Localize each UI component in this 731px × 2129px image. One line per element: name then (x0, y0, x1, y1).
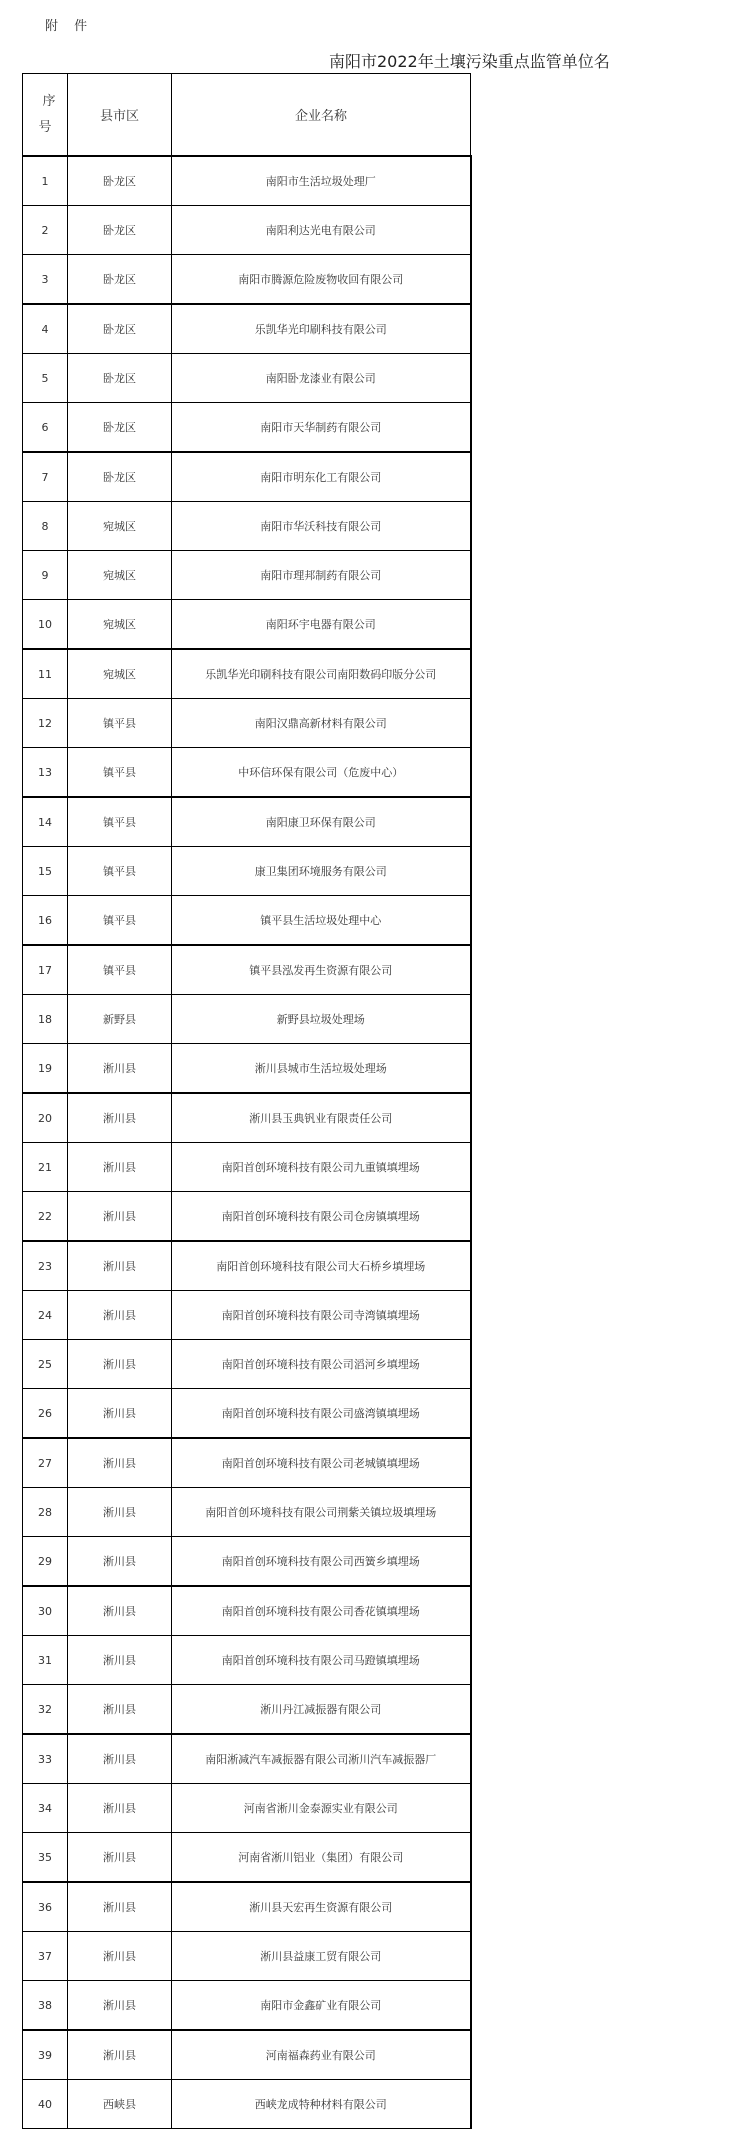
row-county: 镇平县 (68, 699, 172, 748)
table-row (23, 452, 471, 502)
row-county: 淅川县 (68, 1488, 172, 1537)
row-county: 淅川县 (68, 1143, 172, 1192)
table-row (23, 1636, 471, 1685)
row-county: 卧龙区 (68, 403, 172, 453)
table-row (23, 304, 471, 354)
row-number: 33 (23, 1734, 68, 1784)
row-company: 镇平县泓发再生资源有限公司 (172, 945, 471, 995)
table-row (23, 1981, 471, 2031)
table-row (23, 797, 471, 847)
row-number: 14 (23, 797, 68, 847)
table-row (23, 896, 471, 946)
row-number: 39 (23, 2030, 68, 2080)
table-header-row (23, 74, 471, 157)
attachment-label: 附 件 (45, 19, 94, 34)
row-company: 淅川县天宏再生资源有限公司 (172, 1882, 471, 1932)
row-county: 镇平县 (68, 896, 172, 946)
row-county: 西峡县 (68, 2080, 172, 2129)
row-county: 宛城区 (68, 649, 172, 699)
table-row (23, 847, 471, 896)
row-company: 河南省淅川铝业（集团）有限公司 (172, 1833, 471, 1883)
table-row (23, 1044, 471, 1094)
row-company: 淅川县城市生活垃圾处理场 (172, 1044, 471, 1094)
row-number: 38 (23, 1981, 68, 2031)
row-company: 南阳首创环境科技有限公司荆紫关镇垃圾填埋场 (172, 1488, 471, 1537)
row-company: 南阳市华沃科技有限公司 (172, 502, 471, 551)
table-row (23, 699, 471, 748)
row-number: 22 (23, 1192, 68, 1242)
table-row (23, 1833, 471, 1883)
table-row (23, 649, 471, 699)
row-county: 卧龙区 (68, 156, 172, 206)
row-company: 南阳市腾源危险废物收回有限公司 (172, 255, 471, 305)
row-company: 南阳卧龙漆业有限公司 (172, 354, 471, 403)
row-number: 35 (23, 1833, 68, 1883)
row-company: 河南福森药业有限公司 (172, 2030, 471, 2080)
table-row (23, 1784, 471, 1833)
enterprise-table (22, 73, 472, 2129)
row-county: 淅川县 (68, 1389, 172, 1439)
row-company: 南阳首创环境科技有限公司老城镇填埋场 (172, 1438, 471, 1488)
row-number: 2 (23, 206, 68, 255)
table-row (23, 1192, 471, 1242)
row-number: 7 (23, 452, 68, 502)
header-seq-bottom: 号 (38, 119, 52, 135)
row-county: 镇平县 (68, 847, 172, 896)
table-row (23, 206, 471, 255)
row-county: 淅川县 (68, 1291, 172, 1340)
row-company: 淅川县玉典钒业有限责任公司 (172, 1093, 471, 1143)
table-row (23, 995, 471, 1044)
row-county: 淅川县 (68, 1093, 172, 1143)
row-number: 24 (23, 1291, 68, 1340)
row-company: 南阳康卫环保有限公司 (172, 797, 471, 847)
row-county: 新野县 (68, 995, 172, 1044)
row-number: 31 (23, 1636, 68, 1685)
row-number: 25 (23, 1340, 68, 1389)
row-number: 18 (23, 995, 68, 1044)
row-number: 32 (23, 1685, 68, 1735)
row-number: 36 (23, 1882, 68, 1932)
row-company: 南阳首创环境科技有限公司大石桥乡填埋场 (172, 1241, 471, 1291)
row-company: 河南省淅川金泰源实业有限公司 (172, 1784, 471, 1833)
header-seq-top: 序 (42, 93, 56, 109)
row-number: 34 (23, 1784, 68, 1833)
row-county: 镇平县 (68, 748, 172, 798)
table-row (23, 403, 471, 453)
table-row (23, 1143, 471, 1192)
table-row (23, 1932, 471, 1981)
row-number: 40 (23, 2080, 68, 2129)
table-row (23, 502, 471, 551)
table-row (23, 551, 471, 600)
row-number: 13 (23, 748, 68, 798)
row-county: 淅川县 (68, 1586, 172, 1636)
row-company: 南阳淅减汽车减振器有限公司淅川汽车减振器厂 (172, 1734, 471, 1784)
row-number: 16 (23, 896, 68, 946)
document-title: 南阳市2022年土壤污染重点监管单位名 (329, 52, 610, 71)
row-county: 宛城区 (68, 551, 172, 600)
row-county: 宛城区 (68, 600, 172, 650)
row-number: 15 (23, 847, 68, 896)
row-county: 淅川县 (68, 1882, 172, 1932)
table-row (23, 1438, 471, 1488)
row-number: 26 (23, 1389, 68, 1439)
row-county: 淅川县 (68, 1537, 172, 1587)
row-company: 南阳首创环境科技有限公司寺湾镇填埋场 (172, 1291, 471, 1340)
table-row (23, 255, 471, 305)
table-row (23, 1340, 471, 1389)
row-number: 27 (23, 1438, 68, 1488)
row-number: 3 (23, 255, 68, 305)
table-row (23, 1586, 471, 1636)
row-company: 淅川丹江减振器有限公司 (172, 1685, 471, 1735)
row-number: 21 (23, 1143, 68, 1192)
table-row (23, 748, 471, 798)
row-county: 卧龙区 (68, 206, 172, 255)
row-county: 淅川县 (68, 1636, 172, 1685)
row-company: 南阳首创环境科技有限公司滔河乡填埋场 (172, 1340, 471, 1389)
row-county: 淅川县 (68, 1438, 172, 1488)
row-county: 卧龙区 (68, 354, 172, 403)
row-county: 淅川县 (68, 1685, 172, 1735)
row-company: 南阳首创环境科技有限公司西簧乡填埋场 (172, 1537, 471, 1587)
header-seq (23, 74, 68, 157)
row-number: 37 (23, 1932, 68, 1981)
row-company: 南阳首创环境科技有限公司盛湾镇填埋场 (172, 1389, 471, 1439)
row-company: 南阳环宇电器有限公司 (172, 600, 471, 650)
row-number: 11 (23, 649, 68, 699)
table-row (23, 1488, 471, 1537)
row-company: 南阳利达光电有限公司 (172, 206, 471, 255)
row-county: 淅川县 (68, 1784, 172, 1833)
row-company: 南阳市金鑫矿业有限公司 (172, 1981, 471, 2031)
table-row (23, 1734, 471, 1784)
row-number: 17 (23, 945, 68, 995)
table-row (23, 1389, 471, 1439)
row-number: 1 (23, 156, 68, 206)
row-company: 南阳首创环境科技有限公司仓房镇填埋场 (172, 1192, 471, 1242)
row-number: 19 (23, 1044, 68, 1094)
row-county: 淅川县 (68, 2030, 172, 2080)
row-county: 卧龙区 (68, 304, 172, 354)
row-county: 镇平县 (68, 945, 172, 995)
row-county: 淅川县 (68, 1981, 172, 2031)
row-county: 淅川县 (68, 1833, 172, 1883)
row-number: 20 (23, 1093, 68, 1143)
row-number: 12 (23, 699, 68, 748)
row-county: 淅川县 (68, 1241, 172, 1291)
row-company: 西峡龙成特种材料有限公司 (172, 2080, 471, 2129)
row-county: 淅川县 (68, 1192, 172, 1242)
table-row (23, 2030, 471, 2080)
row-county: 淅川县 (68, 1734, 172, 1784)
row-company: 南阳首创环境科技有限公司香花镇填埋场 (172, 1586, 471, 1636)
row-company: 乐凯华光印刷科技有限公司南阳数码印版分公司 (172, 649, 471, 699)
table-row (23, 1882, 471, 1932)
row-number: 6 (23, 403, 68, 453)
table-row (23, 600, 471, 650)
row-company: 南阳市理邦制药有限公司 (172, 551, 471, 600)
row-company: 镇平县生活垃圾处理中心 (172, 896, 471, 946)
row-county: 宛城区 (68, 502, 172, 551)
row-number: 28 (23, 1488, 68, 1537)
row-county: 淅川县 (68, 1932, 172, 1981)
row-company: 南阳市天华制药有限公司 (172, 403, 471, 453)
row-county: 卧龙区 (68, 255, 172, 305)
table-row (23, 1291, 471, 1340)
row-number: 8 (23, 502, 68, 551)
row-number: 30 (23, 1586, 68, 1636)
row-company: 淅川县益康工贸有限公司 (172, 1932, 471, 1981)
row-company: 乐凯华光印刷科技有限公司 (172, 304, 471, 354)
row-county: 淅川县 (68, 1340, 172, 1389)
row-company: 康卫集团环境服务有限公司 (172, 847, 471, 896)
table-row (23, 1093, 471, 1143)
table-row (23, 1241, 471, 1291)
table-row (23, 1685, 471, 1735)
table-row (23, 354, 471, 403)
table-row (23, 945, 471, 995)
row-company: 南阳首创环境科技有限公司九重镇填埋场 (172, 1143, 471, 1192)
table-row (23, 2080, 471, 2129)
table-row (23, 1537, 471, 1587)
row-county: 卧龙区 (68, 452, 172, 502)
row-company: 南阳市明东化工有限公司 (172, 452, 471, 502)
header-county: 县市区 (68, 74, 172, 157)
row-company: 南阳首创环境科技有限公司马蹬镇填埋场 (172, 1636, 471, 1685)
header-company: 企业名称 (172, 74, 471, 157)
row-company: 南阳汉鼎高新材料有限公司 (172, 699, 471, 748)
row-number: 4 (23, 304, 68, 354)
row-county: 镇平县 (68, 797, 172, 847)
row-number: 5 (23, 354, 68, 403)
row-county: 淅川县 (68, 1044, 172, 1094)
row-number: 9 (23, 551, 68, 600)
row-number: 10 (23, 600, 68, 650)
row-number: 23 (23, 1241, 68, 1291)
row-company: 新野县垃圾处理场 (172, 995, 471, 1044)
row-company: 南阳市生活垃圾处理厂 (172, 156, 471, 206)
row-number: 29 (23, 1537, 68, 1587)
table-row (23, 156, 471, 206)
row-company: 中环信环保有限公司（危废中心） (172, 748, 471, 798)
